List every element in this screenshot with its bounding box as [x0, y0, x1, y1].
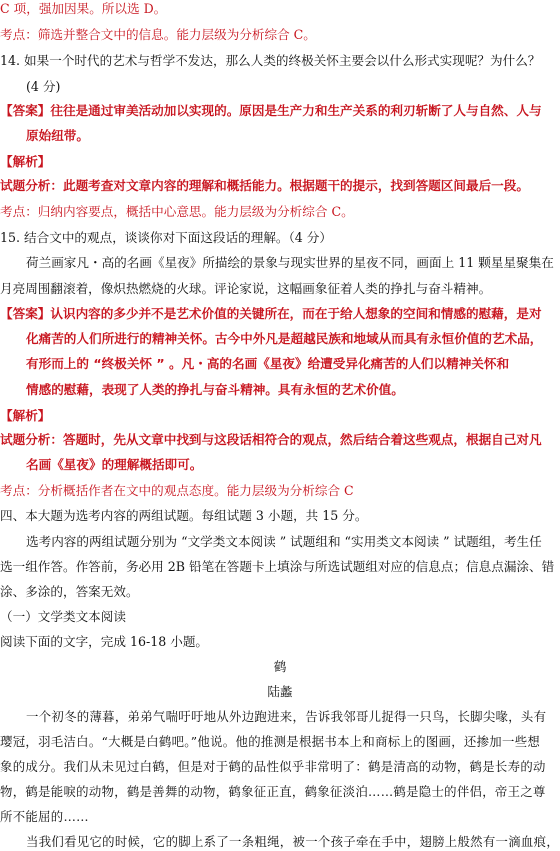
essay-line: 所不能屈的…… [0, 809, 89, 824]
essay-line: 璎冠，羽毛洁白。“大概是白鹤吧。”他说。他的推测是根据书本上和商标上的图画，还掺加一些想 [0, 734, 541, 749]
answer-14-cont: 原始纽带。 [26, 128, 89, 143]
answer-15-cont: 化痛苦的人们所进行的精神关怀。古今中外凡是超越民族和地域从而具有永恒价值的艺术品， [26, 331, 543, 346]
essay-author: 陆蠡 [267, 684, 293, 699]
essay-line: 当我们看见它的时候，它的脚上系了一条粗绳，被一个孩子牵在手中，翅膀上般然有一滴血痕， [26, 834, 560, 849]
analysis-text: 试题分析：答题时，先从文章中找到与这段话相符合的观点，然后结合着这些观点，根据自己对凡 [0, 432, 542, 447]
text-line: 考点：筛选并整合文中的信息。能力层级为分析综合 C。 [0, 27, 316, 42]
score-note: (4 分) [26, 79, 61, 94]
answer-14: 【答案】往往是通过审美活动加以实现的。原因是生产力和生产关系的利刃斩断了人与自然、人与 [0, 103, 542, 118]
reading-instruction: 阅读下面的文字，完成 16-18 小题。 [0, 634, 209, 649]
analysis-heading: 【解析】 [0, 154, 51, 169]
subsection-heading: （一）文学类文本阅读 [0, 609, 126, 624]
essay-line: 物，鹤是能唳的动物，鹤是善舞的动物，鹤象征正直，鹤象征淡泊……鹤是隐士的伴侣，帝王之尊 [0, 784, 546, 799]
instruction-line: 选考内容的两组试题分别为 “文学类文本阅读 ” 试题组和 “实用类文本阅读 ” 试题组，考生任 [26, 534, 542, 549]
analysis-text-cont: 名画《星夜》的理解概括即可。 [26, 457, 203, 472]
text-line: C 项，强加因果。所以选 D。 [0, 1, 167, 16]
essay-line: 一个初冬的薄暮，弟弟气喘吁吁地从外边跑进来，告诉我邻哥儿捉得一只鸟，长脚尖喙，头有 [26, 709, 547, 724]
quote-line: 荷兰画家凡・高的名画《星夜》所描绘的景象与现实世界的星夜不同，画面上 11 颗星星聚集在 [26, 255, 554, 270]
analysis-text: 试题分析：此题考查对文章内容的理解和概括能力。根据题干的提示，找到答题区间最后一段。 [0, 178, 529, 193]
section-heading: 四、本大题为选考内容的两组试题。每组试题 3 小题，共 15 分。 [0, 508, 368, 523]
instruction-line: 涂、多涂的，答案无效。 [0, 584, 139, 599]
quote-line: 月亮周围翻滚着，像炽热燃烧的火球。评论家说，这幅画象征着人类的挣扎与奋斗精神。 [0, 281, 492, 296]
essay-title: 鹤 [273, 659, 287, 674]
answer-15-cont: 情感的慰藉，表现了人类的挣扎与奋斗精神。具有永恒的艺术价值。 [26, 382, 404, 397]
question-14: 14. 如果一个时代的艺术与哲学不发达，那么人类的终极关怀主要会以什么形式实现呢？为什么？ [0, 53, 541, 68]
instruction-line: 选一组作答。作答前，务必用 2B 铅笔在答题卡上填涂与所选试题组对应的信息点；信息点漏涂、错 [0, 559, 555, 574]
analysis-heading: 【解析】 [0, 408, 51, 423]
essay-line: 象的成分。我们从未见过白鹤，但是对于鹤的品性似乎非常明了：鹤是清高的动物，鹤是长寿的动 [0, 759, 546, 774]
text-line: 考点：分析概括作者在文中的观点态度。能力层级为分析综合 C [0, 483, 354, 498]
answer-15-cont: 有形而上的 “终极关怀 ” 。凡・高的名画《星夜》给遭受异化痛苦的人们以精神关怀和 [26, 356, 510, 371]
question-15: 15. 结合文中的观点，谈谈你对下面这段话的理解。（4 分） [0, 230, 332, 245]
text-line: 考点：归纳内容要点，概括中心意思。能力层级为分析综合 C。 [0, 204, 354, 219]
answer-15: 【答案】认识内容的多少并不是艺术价值的关键所在，而在于给人想象的空间和情感的慰藉，是对 [0, 306, 542, 321]
